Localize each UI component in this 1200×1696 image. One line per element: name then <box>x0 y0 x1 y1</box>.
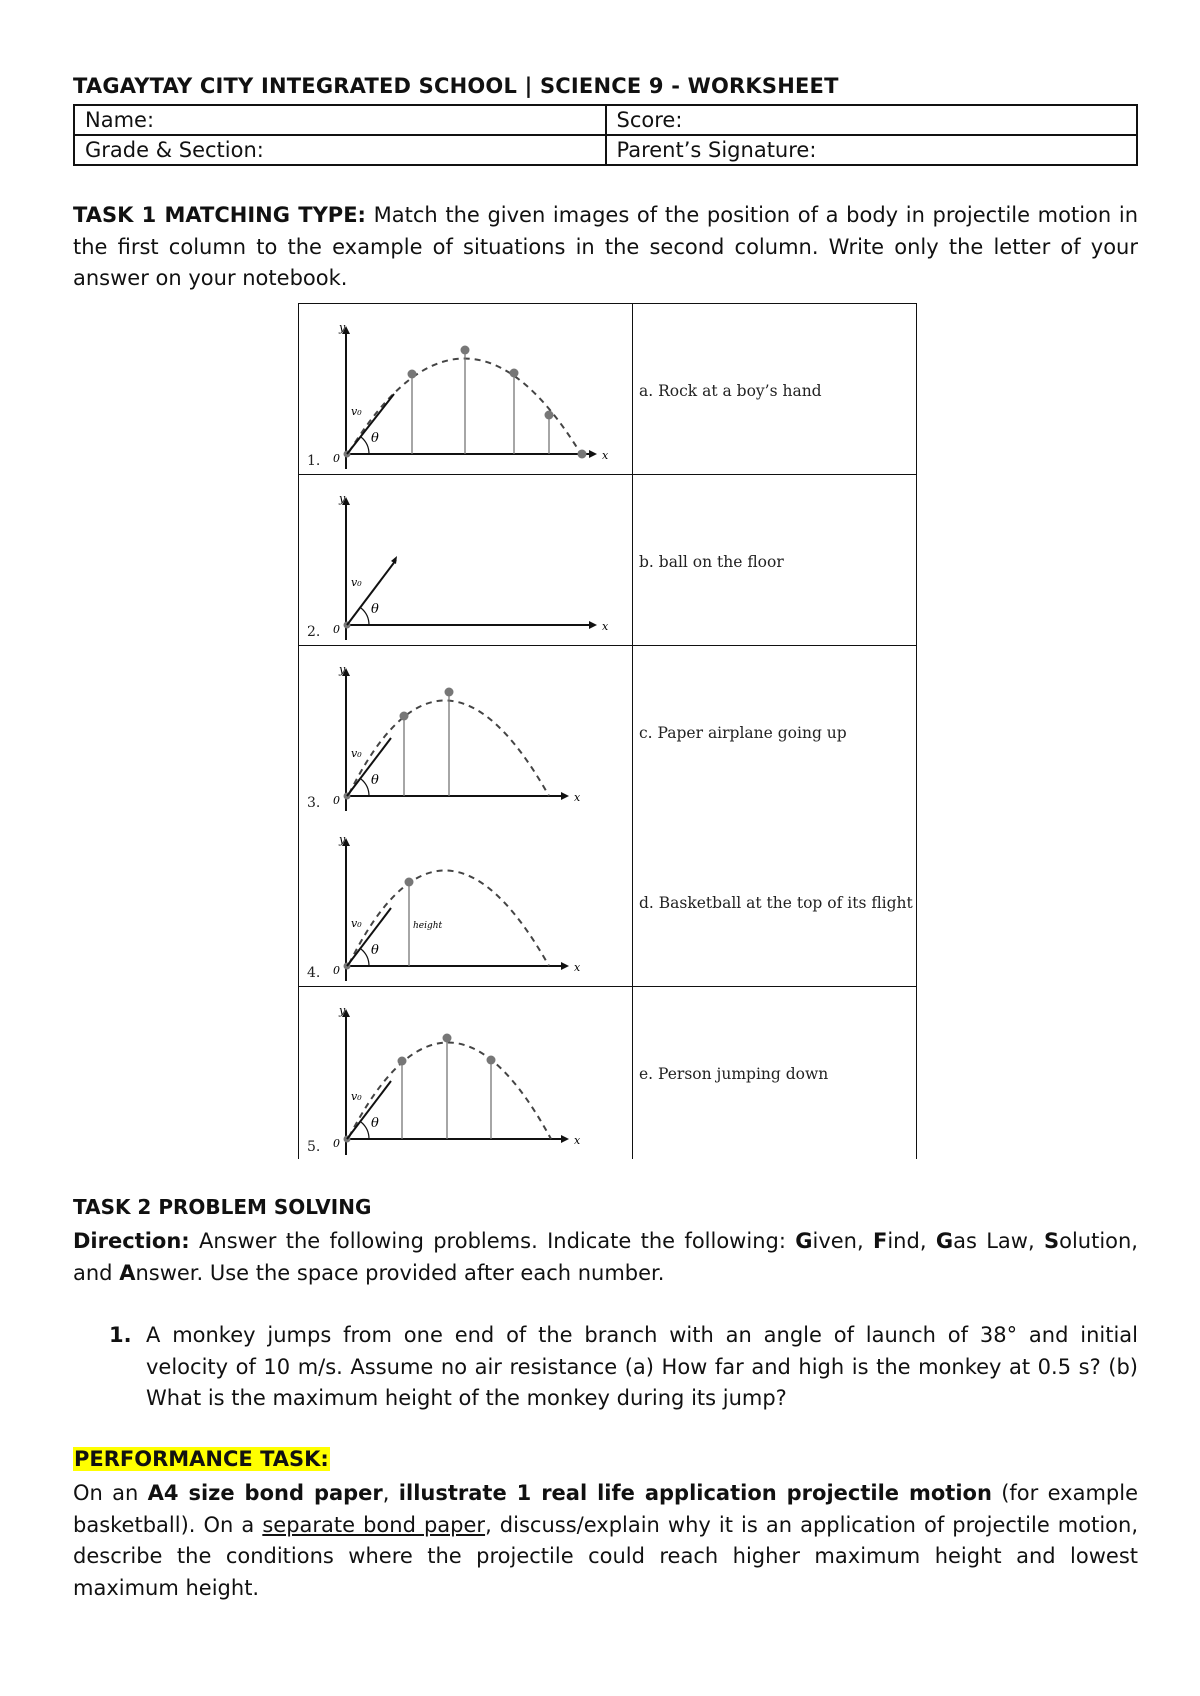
x-axis-arrow <box>561 962 569 970</box>
x-axis-arrow <box>561 792 569 800</box>
angle-arc <box>361 779 369 796</box>
origin-label: 0 <box>333 964 340 977</box>
diagram-4 <box>333 833 581 981</box>
x-axis-label: x <box>602 620 609 633</box>
matching-row-2 <box>299 475 916 646</box>
performance-task-text <box>73 1478 1138 1604</box>
performance-task-title: PERFORMANCE TASK: <box>74 1447 329 1471</box>
projectile-diagram-2 <box>299 475 632 645</box>
projectile-diagram-5 <box>299 987 632 1159</box>
projectile-point <box>461 346 470 355</box>
velocity-label: v₀ <box>351 917 362 930</box>
perf-bold-1: A4 size bond paper <box>147 1481 383 1505</box>
answer-initial: A <box>119 1260 136 1285</box>
name-field[interactable]: Name: <box>74 105 606 135</box>
x-axis-label: x <box>574 1134 581 1147</box>
y-axis-label: y <box>339 833 346 846</box>
y-axis-label: y <box>339 321 346 334</box>
trajectory-path <box>349 1042 551 1139</box>
matching-row-5 <box>299 987 916 1159</box>
x-axis-arrow <box>589 621 597 629</box>
parent-signature-field[interactable]: Parent’s Signature: <box>606 135 1138 165</box>
projectile-point <box>545 411 554 420</box>
direction-label: Direction: <box>73 1229 190 1253</box>
diagram-3 <box>333 663 581 811</box>
angle-arc <box>361 949 369 966</box>
given-initial: G <box>795 1229 813 1253</box>
item-number: 5. <box>307 1139 321 1155</box>
perf-underline: separate bond paper <box>262 1512 486 1537</box>
item-number: 1. <box>307 453 321 469</box>
perf-text-4: , discuss/explain why it is an application of projectile motion, describe the conditions where the projectile could reach higher maximum height and lowest maximum height. <box>73 1512 1138 1600</box>
matching-row-1 <box>299 304 916 475</box>
theta-label: θ <box>371 1116 379 1131</box>
angle-arc <box>361 1122 369 1139</box>
direction-text: Answer the following problems. Indicate the following: <box>189 1229 796 1253</box>
x-axis-arrow <box>561 1135 569 1143</box>
theta-label: θ <box>371 431 379 446</box>
projectile-point <box>398 1057 407 1066</box>
perf-bold-2: illustrate 1 real life application projectile motion <box>398 1481 992 1505</box>
worksheet-title: TAGAYTAY CITY INTEGRATED SCHOOL | SCIENCE 9 - WORKSHEET <box>73 74 839 98</box>
column-divider <box>632 304 633 474</box>
projectile-point <box>400 712 409 721</box>
x-axis-label: x <box>602 449 609 462</box>
projectile-point <box>487 1056 496 1065</box>
answer-rest: nswer. Use the space provided after each number. <box>135 1260 665 1285</box>
task2-title: TASK 2 PROBLEM SOLVING <box>73 1195 372 1219</box>
column-divider <box>632 646 633 986</box>
velocity-label: v₀ <box>351 1090 362 1103</box>
trajectory-path <box>349 870 549 966</box>
student-info-table <box>73 104 1138 166</box>
item-number: 4. <box>307 965 321 981</box>
velocity-label: v₀ <box>351 405 362 418</box>
task2-direction <box>73 1226 1138 1289</box>
item-number: 2. <box>307 624 321 640</box>
velocity-label: v₀ <box>351 576 362 589</box>
x-axis-label: x <box>574 961 581 974</box>
matching-row-3-4 <box>299 646 916 987</box>
option-b: b. ball on the floor <box>639 553 784 571</box>
problem-text: A monkey jumps from one end of the branch with an angle of launch of 38° and initial velocity of 10 m/s. Assume no air resistance (a) How far and high is the monkey at 0.5 s? (b) What is the maximum height of the monkey during its jump? <box>146 1323 1138 1410</box>
matching-table <box>298 303 917 1159</box>
velocity-arrow <box>391 556 397 564</box>
column-divider <box>632 987 633 1159</box>
projectile-point <box>405 878 414 887</box>
task1-instructions <box>73 200 1138 295</box>
problem-number: 1. <box>109 1323 132 1347</box>
projectile-diagram-1 <box>299 304 632 474</box>
y-axis-label: y <box>339 1004 346 1017</box>
origin-label: 0 <box>333 1137 340 1150</box>
y-axis-label: y <box>339 663 346 676</box>
projectile-point <box>578 450 587 459</box>
perf-text-3: (for example basketball). On a <box>73 1481 1138 1537</box>
task1-label: TASK 1 MATCHING TYPE: <box>73 203 366 227</box>
task1-text: Match the given images of the position of a body in projectile motion in the first column to the example of situations in the second column. Write only the letter of your answer on your notebook. <box>73 203 1139 290</box>
theta-label: θ <box>371 602 379 617</box>
solution-rest: olution, and <box>73 1229 1138 1285</box>
perf-text-1: On an <box>73 1481 148 1505</box>
perf-text-2: , <box>382 1481 399 1505</box>
find-rest: ind, <box>887 1229 936 1253</box>
grade-section-field[interactable]: Grade & Section: <box>74 135 606 165</box>
velocity-label: v₀ <box>351 747 362 760</box>
projectile-point <box>408 370 417 379</box>
y-axis-label: y <box>339 492 346 505</box>
option-c: c. Paper airplane going up <box>639 724 847 742</box>
origin-label: 0 <box>333 452 340 465</box>
angle-arc <box>361 608 369 625</box>
projectile-point <box>443 1034 452 1043</box>
projectile-diagram-3-4 <box>299 646 632 986</box>
option-e: e. Person jumping down <box>639 1065 829 1083</box>
projectile-point <box>445 688 454 697</box>
option-a: a. Rock at a boy’s hand <box>639 382 822 400</box>
find-initial: F <box>872 1229 888 1253</box>
projectile-point <box>510 369 519 378</box>
option-d: d. Basketball at the top of its flight <box>639 894 913 912</box>
height-label: height <box>413 921 443 931</box>
given-rest: iven, <box>812 1229 873 1253</box>
angle-arc <box>361 437 369 454</box>
gas-law-initial: G <box>935 1229 954 1253</box>
origin-label: 0 <box>333 623 340 636</box>
solution-initial: S <box>1043 1229 1060 1253</box>
gas-law-rest: as Law, <box>953 1229 1044 1253</box>
score-field[interactable]: Score: <box>606 105 1138 135</box>
x-axis-arrow <box>589 450 597 458</box>
theta-label: θ <box>371 943 379 958</box>
origin-label: 0 <box>333 794 340 807</box>
theta-label: θ <box>371 773 379 788</box>
column-divider <box>632 475 633 645</box>
x-axis-label: x <box>574 791 581 804</box>
item-number: 3. <box>307 795 321 811</box>
